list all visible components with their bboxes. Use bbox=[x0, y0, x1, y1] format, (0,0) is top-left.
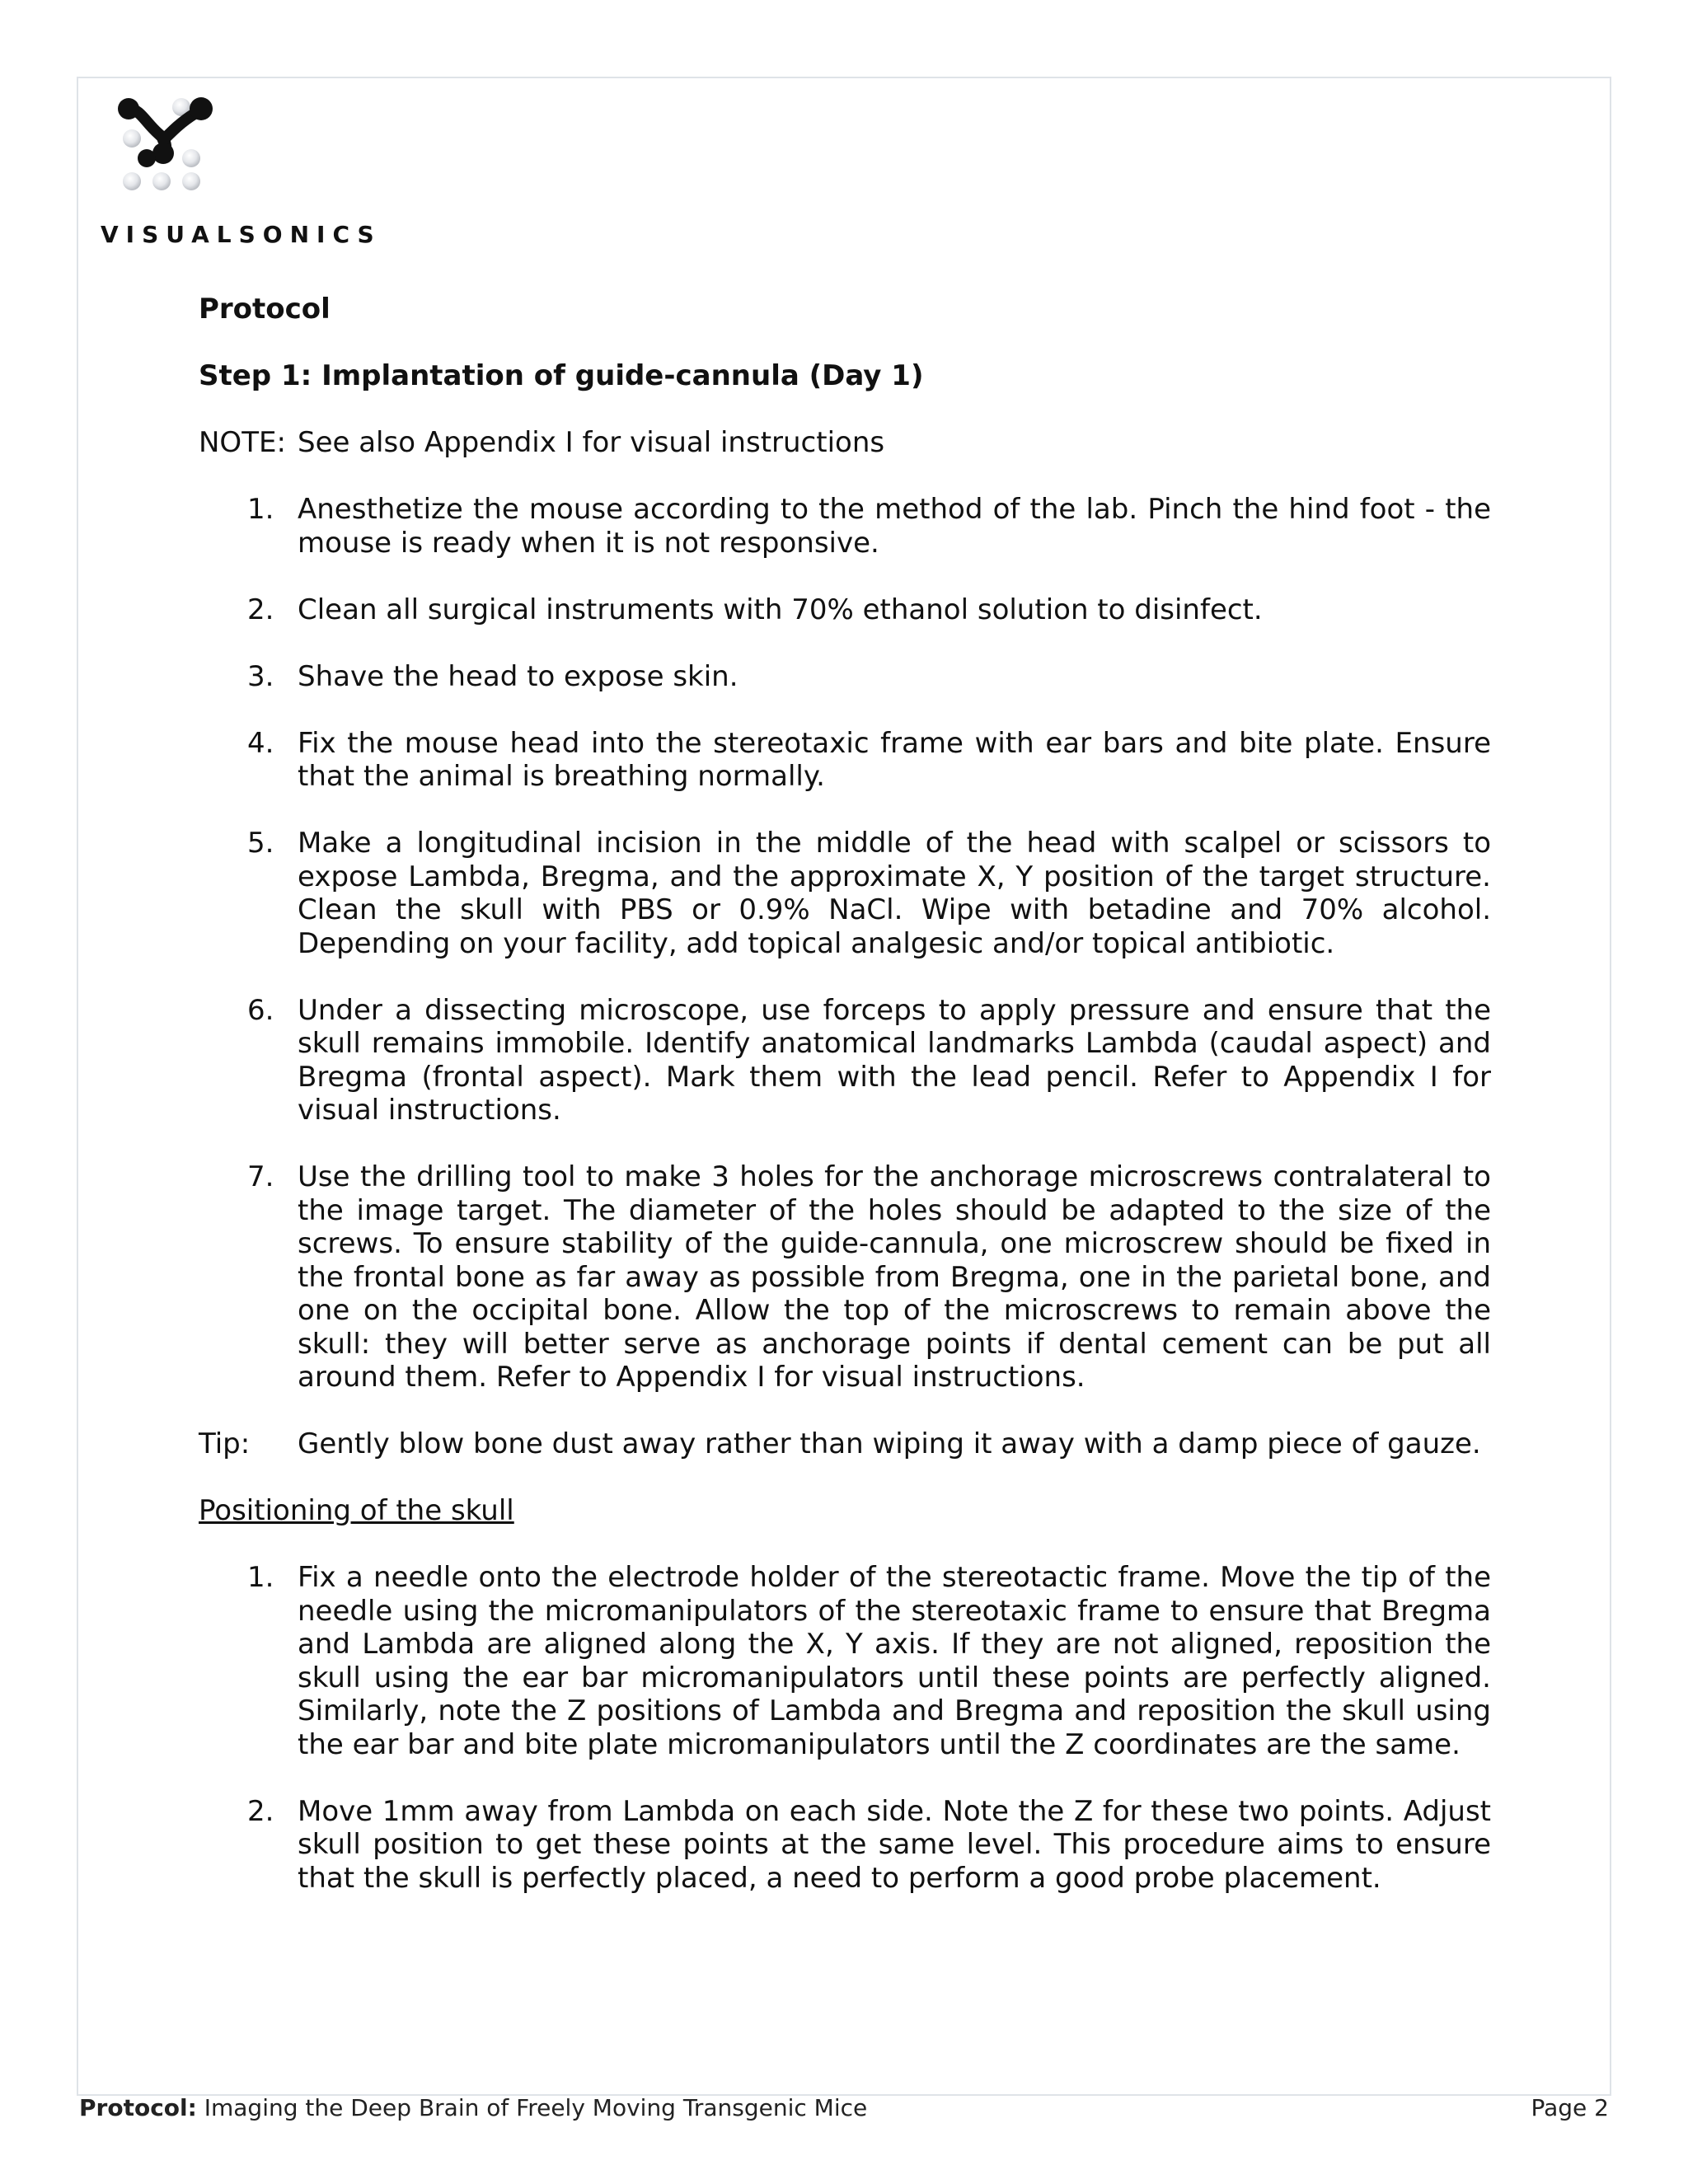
list-item-text: Clean all surgical instruments with 70% ethanol solution to disinfect. bbox=[298, 593, 1263, 626]
tip-label: Tip: bbox=[199, 1427, 251, 1460]
list-item bbox=[199, 1561, 1491, 1761]
list-item-number: 1. bbox=[247, 493, 274, 526]
list-item bbox=[199, 1795, 1491, 1896]
list-item bbox=[199, 593, 1491, 627]
list-item-number: 6. bbox=[247, 993, 274, 1027]
list-item-text: Move 1mm away from Lambda on each side. Note the Z for these two points. Adjust skull position to get these points at the same level. This procedure aims to ensure that the skull is perfectly placed, a need to perform a good probe placement. bbox=[298, 1794, 1491, 1895]
list-item-number: 1. bbox=[247, 1561, 274, 1594]
tip-text: Gently blow bone dust away rather than wiping it away with a damp piece of gauze. bbox=[298, 1427, 1481, 1460]
visualsonics-logo bbox=[101, 97, 382, 254]
list-item-text: Fix the mouse head into the stereotaxic frame with ear bars and bite plate. Ensure that the animal is breathing normally. bbox=[298, 726, 1491, 793]
list-item-number: 7. bbox=[247, 1160, 274, 1193]
note-text: See also Appendix I for visual instructions bbox=[298, 426, 885, 459]
list-item-number: 2. bbox=[247, 1794, 274, 1828]
logo-wordmark: VISUALSONICS bbox=[101, 221, 382, 248]
list-item bbox=[199, 727, 1491, 794]
list-item bbox=[199, 1160, 1491, 1394]
logo-dots-icon bbox=[115, 97, 313, 204]
list-item-number: 3. bbox=[247, 659, 274, 693]
list-item-text: Anesthetize the mouse according to the method of the lab. Pinch the hind foot - the mouse is ready when it is not responsive. bbox=[298, 493, 1491, 560]
section-title: Protocol bbox=[199, 293, 331, 326]
tip-line bbox=[199, 1427, 1491, 1461]
subsection-title: Positioning of the skull bbox=[199, 1494, 514, 1527]
footer-title bbox=[79, 2094, 867, 2122]
document-body bbox=[199, 293, 1491, 1895]
list-item bbox=[199, 493, 1491, 560]
list-item-text: Make a longitudinal incision in the middle of the head with scalpel or scissors to expose Lambda, Bregma, and the approximate X, Y position of the target structure. Clean the skull with PBS or 0.9% NaCl. Wipe with betadine and 70% alcohol. Depending on your facility, add topical analgesic and/or topical antibiotic. bbox=[298, 827, 1491, 960]
list-item-number: 2. bbox=[247, 593, 274, 626]
list-item-text: Under a dissecting microscope, use forceps to apply pressure and ensure that the skull remains immobile. Identify anatomical landmarks Lambda (caudal aspect) and Bregma (frontal aspect). Mark them with the lead pencil. Refer to Appendix I for visual instructions. bbox=[298, 993, 1491, 1127]
footer-label: Protocol: bbox=[79, 2094, 197, 2121]
list-item bbox=[199, 994, 1491, 1127]
footer-doc-title: Imaging the Deep Brain of Freely Moving Transgenic Mice bbox=[204, 2094, 868, 2121]
list-item-text: Use the drilling tool to make 3 holes for the anchorage microscrews contralateral to the image target. The diameter of the holes should be adapted to the size of the screws. To ensure stability of the guide-cannula, one microscrew should be fixed in the frontal bone as far away as possible from Bregma, one in the parietal bone, and one on the occipital bone. Allow the top of the microscrews to remain above the skull: they will better serve as anchorage points if dental cement can be put all around them. Refer to Appendix I for visual instructions. bbox=[298, 1160, 1491, 1394]
list-item bbox=[199, 660, 1491, 694]
note-label: NOTE: bbox=[199, 426, 286, 459]
page-number: Page 2 bbox=[1531, 2094, 1609, 2121]
step1-list bbox=[199, 493, 1491, 1394]
positioning-list bbox=[199, 1561, 1491, 1895]
step-title: Step 1: Implantation of guide-cannula (Day 1) bbox=[199, 359, 924, 392]
list-item-number: 4. bbox=[247, 726, 274, 760]
list-item-text: Fix a needle onto the electrode holder of the stereotactic frame. Move the tip of the needle using the micromanipulators of the stereotaxic frame to ensure that Bregma and Lambda are aligned along the X, Y axis. If they are not aligned, reposition the skull using the ear bar micromanipulators until these points are perfectly aligned. Similarly, note the Z positions of Lambda and Bregma and reposition the skull using the ear bar and bite plate micromanipulators until the Z coordinates are the same. bbox=[298, 1561, 1491, 1761]
list-item-text: Shave the head to expose skin. bbox=[298, 659, 738, 693]
list-item bbox=[199, 827, 1491, 960]
list-item-number: 5. bbox=[247, 827, 274, 860]
note-line bbox=[199, 426, 1491, 460]
